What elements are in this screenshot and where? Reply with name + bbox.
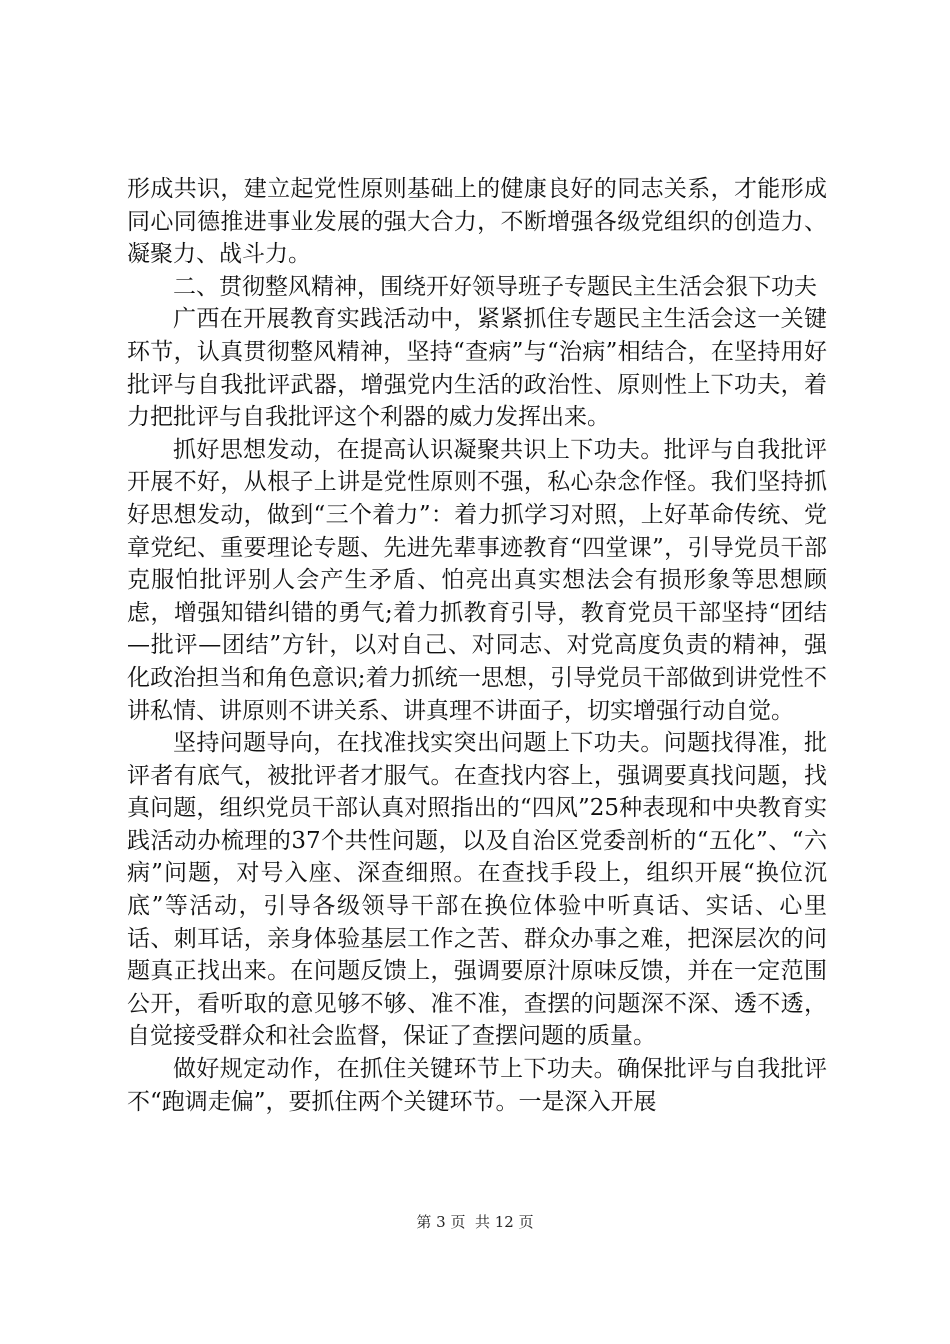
body-paragraph: 抓好思想发动，在提高认识凝聚共识上下功夫。批评与自我批评开展不好，从根子上讲是党性原则不强，私心杂念作怪。我们坚持抓好思想发动，做到“三个着力”：着力抓学习对照，上好革命传统、党章党纪、重要理论专题、先进先辈事迹教育“四堂课”，引导党员干部克服怕批评别人会产生矛盾、怕亮出真实想法会有损形象等思想顾虑，增强知错纠错的勇气;着力抓教育引导，教育党员干部坚持“团结—批评—团结”方针，以对自己、对同志、对党高度负责的精神，强化政治担当和角色意识;着力抓统一思想，引导党员干部做到讲党性不讲私情、讲原则不讲关系、讲真理不讲面子，切实增强行动自觉。 <box>127 436 827 724</box>
body-paragraph: 坚持问题导向，在找准找实突出问题上下功夫。问题找得准，批评者有底气，被批评者才服气。在查找内容上，强调要真找问题，找真问题，组织党员干部认真对照指出的“四风”25种表现和中央教育实践活动办梳理的37个共性问题，以及自治区党委剖析的“五化”、“六病”问题，对号入座、深查细照。在查找手段上，组织开展“换位沉底”等活动，引导各级领导干部在换位体验中听真话、实话、心里话、刺耳话，亲身体验基层工作之苦、群众办事之难，把深层次的问题真正找出来。在问题反馈上，强调要原汁原味反馈，并在一定范围公开，看听取的意见够不够、准不准，查摆的问题深不深、透不透，自觉接受群众和社会监督，保证了查摆问题的质量。 <box>127 730 827 1050</box>
page-footer <box>0 1211 950 1232</box>
page-number-label: 第 3 页 共 12 页 <box>416 1213 534 1231</box>
body-paragraph: 形成共识，建立起党性原则基础上的健康良好的同志关系，才能形成同心同德推进事业发展的强大合力，不断增强各级党组织的创造力、凝聚力、战斗力。 <box>127 176 827 268</box>
document-body <box>127 173 827 1118</box>
section-heading: 二、贯彻整风精神，围绕开好领导班子专题民主生活会狠下功夫 <box>173 273 817 300</box>
body-paragraph: 做好规定动作，在抓住关键环节上下功夫。确保批评与自我批评不“跑调走偏”，要抓住两个关键环节。一是深入开展 <box>127 1056 827 1115</box>
body-paragraph: 广西在开展教育实践活动中，紧紧抓住专题民主生活会这一关键环节，认真贯彻整风精神，坚持“查病”与“治病”相结合，在坚持用好批评与自我批评武器，增强党内生活的政治性、原则性上下功夫，着力把批评与自我批评这个利器的威力发挥出来。 <box>127 306 827 431</box>
